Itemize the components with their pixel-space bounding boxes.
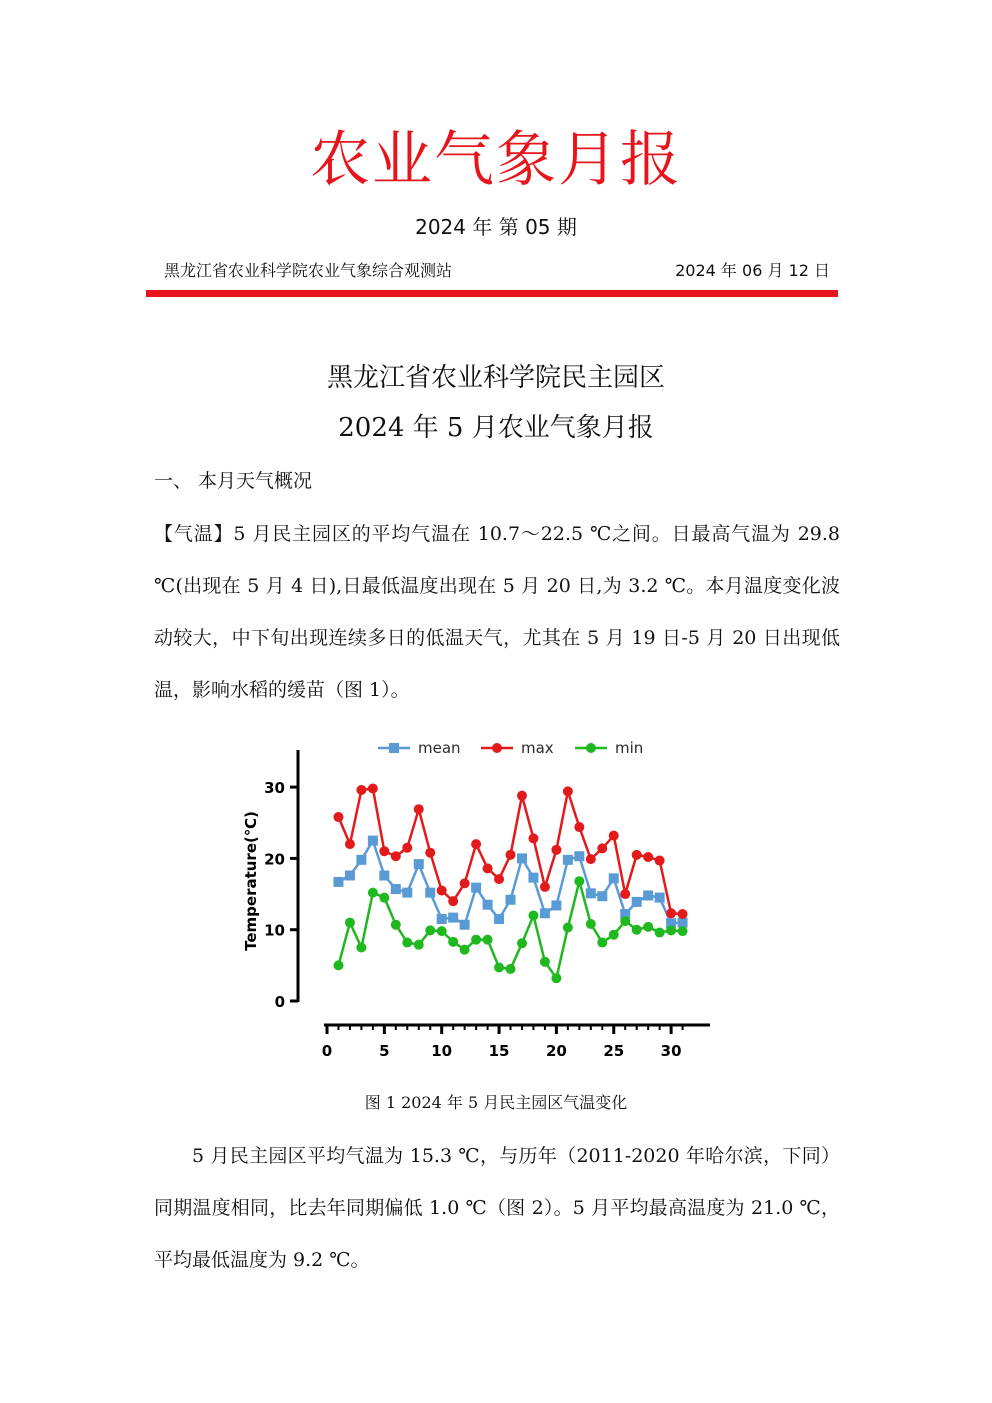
point-mean	[356, 855, 366, 865]
point-max	[632, 850, 642, 860]
point-min	[402, 938, 412, 948]
point-max	[666, 908, 676, 918]
point-mean	[563, 855, 573, 865]
point-min	[460, 945, 470, 955]
y-axis-label: Temperature(℃)	[242, 811, 260, 951]
point-mean	[425, 888, 435, 898]
legend-marker-mean	[389, 743, 399, 753]
y-tick-label: 0	[274, 993, 285, 1011]
point-min	[655, 928, 665, 938]
issue-number: 2024 年 第 05 期	[415, 215, 577, 239]
point-max	[345, 839, 355, 849]
point-mean	[437, 914, 447, 924]
point-min	[356, 943, 366, 953]
point-max	[414, 804, 424, 814]
point-max	[402, 843, 412, 853]
point-min	[528, 910, 538, 920]
point-min	[517, 938, 527, 948]
point-min	[597, 938, 607, 948]
x-tick-label: 15	[488, 1042, 510, 1060]
point-max	[448, 896, 458, 906]
point-min	[368, 888, 378, 898]
x-tick-label: 10	[431, 1042, 453, 1060]
point-mean	[528, 873, 538, 883]
organization-name: 黑龙江省农业科学院农业气象综合观测站	[164, 261, 453, 280]
point-min	[632, 925, 642, 935]
legend-marker-max	[492, 743, 502, 753]
point-max	[368, 784, 378, 794]
point-max	[391, 851, 401, 861]
masthead-title: 农业气象月报	[310, 125, 682, 195]
point-mean	[632, 897, 642, 907]
point-mean	[655, 893, 665, 903]
point-max	[528, 833, 538, 843]
publish-date: 2024 年 06 月 12 日	[675, 261, 830, 280]
point-min	[345, 918, 355, 928]
legend-marker-min	[586, 743, 596, 753]
point-mean	[368, 836, 378, 846]
temperature-chart	[230, 732, 730, 1072]
point-max	[540, 882, 550, 892]
point-min	[483, 935, 493, 945]
point-max	[356, 785, 366, 795]
point-mean	[678, 918, 688, 928]
point-min	[425, 925, 435, 935]
chart-plot	[333, 784, 687, 984]
header-divider	[146, 290, 838, 297]
point-max	[563, 786, 573, 796]
point-min	[391, 920, 401, 930]
point-min	[678, 926, 688, 936]
point-min	[586, 919, 596, 929]
point-max	[597, 843, 607, 853]
point-min	[506, 964, 516, 974]
y-tick-label: 20	[264, 850, 285, 869]
point-max	[655, 856, 665, 866]
point-min	[540, 957, 550, 967]
point-min	[471, 935, 481, 945]
point-max	[425, 848, 435, 858]
point-max	[620, 889, 630, 899]
paragraph-temperature: 【气温】5 月民主园区的平均气温在 10.7～22.5 ℃之间。日最高气温为 29.8 ℃(出现在 5 月 4 日),日最低温度出现在 5 月 20 日,为 3.2 ℃。本月温度变化波动较大，中下旬出现连续多日的低温天气，尤其在 5 月 19 日-5 月 20 日出现低温，影响水稻的缓苗（图 1）。	[154, 523, 840, 701]
document-title-line2: 2024 年 5 月农业气象月报	[338, 413, 654, 443]
point-mean	[586, 888, 596, 898]
point-mean	[333, 877, 343, 887]
point-mean	[379, 871, 389, 881]
point-min	[574, 876, 584, 886]
x-tick-label: 5	[379, 1042, 390, 1060]
point-mean	[345, 871, 355, 881]
point-mean	[391, 884, 401, 894]
point-mean	[448, 913, 458, 923]
legend-label-min: min	[615, 739, 644, 757]
point-mean	[517, 853, 527, 863]
point-min	[609, 930, 619, 940]
x-tick-label: 30	[660, 1042, 682, 1060]
point-mean	[460, 920, 470, 930]
point-max	[333, 812, 343, 822]
figure-caption: 图 1 2024 年 5 月民主园区气温变化	[364, 1093, 628, 1112]
point-max	[471, 839, 481, 849]
point-max	[609, 831, 619, 841]
chart-legend	[378, 739, 643, 757]
point-mean	[471, 883, 481, 893]
x-tick-label: 20	[545, 1042, 567, 1060]
point-mean	[402, 888, 412, 898]
point-min	[563, 923, 573, 933]
point-mean	[494, 914, 504, 924]
point-mean	[551, 900, 561, 910]
legend-label-mean: mean	[418, 739, 461, 757]
point-min	[333, 960, 343, 970]
point-min	[448, 937, 458, 947]
point-max	[494, 874, 504, 884]
point-mean	[483, 900, 493, 910]
point-mean	[506, 895, 516, 905]
point-min	[414, 940, 424, 950]
point-max	[506, 850, 516, 860]
point-min	[551, 973, 561, 983]
x-tick-label: 25	[603, 1042, 625, 1060]
y-tick-label: 10	[264, 921, 285, 940]
section-heading: 一、 本月天气概况	[154, 470, 313, 492]
point-min	[379, 893, 389, 903]
point-mean	[609, 873, 619, 883]
point-max	[517, 791, 527, 801]
document-title-line1: 黑龙江省农业科学院民主园区	[326, 363, 665, 393]
point-max	[551, 845, 561, 855]
legend-label-max: max	[521, 739, 554, 757]
point-min	[643, 922, 653, 932]
y-tick-label: 30	[264, 779, 285, 798]
paragraph-mean-temperature: 5 月民主园区平均气温为 15.3 ℃，与历年（2011-2020 年哈尔滨，下同）同期温度相同，比去年同期偏低 1.0 ℃（图 2）。5 月平均最高温度为 21.0 ℃，平均最低温度为 9.2 ℃。	[154, 1145, 840, 1271]
point-max	[460, 878, 470, 888]
point-mean	[540, 908, 550, 918]
point-max	[643, 852, 653, 862]
point-mean	[597, 891, 607, 901]
point-max	[437, 885, 447, 895]
point-max	[678, 909, 688, 919]
point-max	[379, 846, 389, 856]
point-mean	[643, 890, 653, 900]
x-tick-label: 0	[321, 1042, 333, 1060]
point-min	[666, 925, 676, 935]
point-mean	[574, 851, 584, 861]
point-min	[620, 916, 630, 926]
point-max	[483, 863, 493, 873]
point-mean	[414, 859, 424, 869]
point-min	[494, 962, 504, 972]
point-max	[574, 822, 584, 832]
point-max	[586, 854, 596, 864]
point-min	[437, 926, 447, 936]
